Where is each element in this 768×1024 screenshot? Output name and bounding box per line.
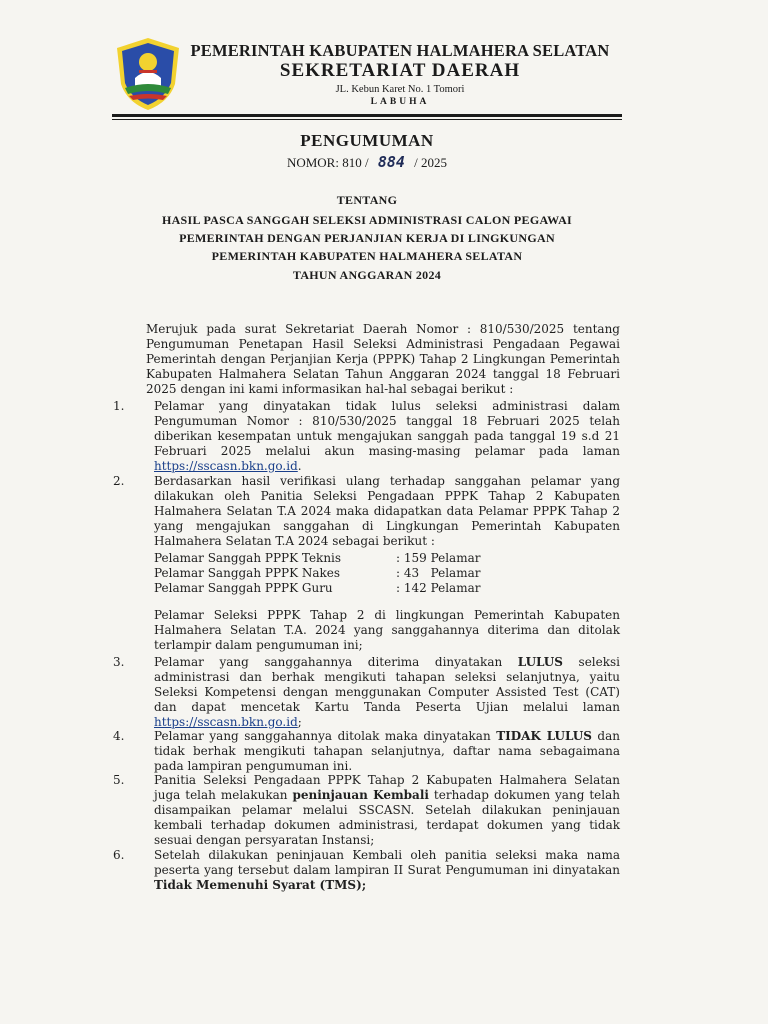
item-number: 2. <box>113 474 125 488</box>
item-number: 4. <box>113 729 125 743</box>
subject-line-3: PEMERINTAH KABUPATEN HALMAHERA SELATAN <box>211 249 523 263</box>
letterhead-address: JL. Kebun Karet No. 1 Tomori <box>335 84 465 95</box>
list-item-4 <box>154 729 620 774</box>
stat-label: Pelamar Sanggah PPPK Nakes <box>154 566 341 580</box>
list-item-1 <box>154 399 620 474</box>
item-number: 3. <box>113 655 125 669</box>
peninjauan-kembali: peninjauan Kembali <box>292 788 429 802</box>
stat-value: : 43 Pelamar <box>396 566 481 580</box>
letterhead-government-name: PEMERINTAH KABUPATEN HALMAHERA SELATAN <box>190 41 610 60</box>
intro-paragraph: Merujuk pada surat Sekretariat Daerah Nomor : 810/530/2025 tentang Pengumuman Penetapan Hasil Seleksi Administrasi Pengadaan Pegawai Pemerintah dengan Perjanjian Kerja (PPPK) Tahap 2 Lingkungan Pemerintah Kabupaten Halmahera Selatan Tahun Anggaran 2024 tanggal 18 Februari 2025 dengan ini kami informasikan hal-hal sebagai berikut : <box>146 322 620 396</box>
list-item-3 <box>154 655 620 730</box>
stat-value: : 159 Pelamar <box>396 551 481 565</box>
regency-coat-of-arms-icon <box>113 36 183 112</box>
list-item-6 <box>154 848 620 893</box>
item-text: dan tidak berhak mengikuti tahapan selanjutnya, daftar nama sebagaimana pada lampiran pengumuman ini. <box>154 729 620 773</box>
letterhead-divider-thick <box>112 114 622 117</box>
stat-label: Pelamar Sanggah PPPK Guru <box>154 581 333 595</box>
letterhead-divider-thin <box>112 119 622 120</box>
status-tms: Tidak Memenuhi Syarat (TMS); <box>154 878 367 892</box>
subject-line-2: PEMERINTAH DENGAN PERJANJIAN KERJA DI LINGKUNGAN <box>179 231 555 245</box>
announcement-number <box>112 153 622 171</box>
letterhead-city: LABUHA <box>370 97 430 107</box>
item-text: terhadap dokumen yang telah disampaikan pelamar melalui SSCASN. Setelah dilakukan peninjauan kembali terhadap dokumen administrasi, terdapat dokumen yang tidak sesuai dengan persyaratan Instansi; <box>154 788 620 847</box>
tentang-heading: TENTANG <box>336 193 398 207</box>
status-tidak-lulus: TIDAK LULUS <box>496 729 592 743</box>
item-text: Panitia Seleksi Pengadaan PPPK Tahap 2 Kabupaten Halmahera Selatan juga telah melakukan <box>154 773 620 802</box>
number-suffix: / 2025 <box>414 155 448 170</box>
sscasn-link[interactable]: https://sscasn.bkn.go.id <box>154 459 298 473</box>
status-lulus: LULUS <box>517 655 563 669</box>
handwritten-number: 884 <box>377 153 405 171</box>
list-item-5 <box>154 773 620 848</box>
stat-label: Pelamar Sanggah PPPK Teknis <box>154 551 342 565</box>
item-punctuation: . <box>297 459 302 473</box>
list-item-2: Berdasarkan hasil verifikasi ulang terhadap sanggahan pelamar yang dilakukan oleh Panitia Seleksi Pengadaan PPPK Tahap 2 Kabupaten Halmahera Selatan T.A 2024 maka didapatkan data Pelamar PPPK Tahap 2 yang mengajukan sanggahan di Lingkungan Pemerintah Kabupaten Halmahera Selatan T.A 2024 sebagai berikut : <box>154 474 620 548</box>
item-punctuation: ; <box>297 715 302 729</box>
subject-line-4: TAHUN ANGGARAN 2024 <box>292 268 442 282</box>
item-2-continuation: Pelamar Seleksi PPPK Tahap 2 di lingkungan Pemerintah Kabupaten Halmahera Selatan T.A. 2024 yang sanggahannya diterima dan ditolak terlampir dalam pengumuman ini; <box>154 608 620 652</box>
item-text: Pelamar yang dinyatakan tidak lulus seleksi administrasi dalam Pengumuman Nomor : 810/530/2025 tanggal 18 Februari 2025 telah diberikan kesempatan untuk mengajukan sanggah pada tanggal 19 s.d 21 Februari 2025 melalui akun masing-masing pelamar pada laman <box>154 399 620 458</box>
item-text: seleksi administrasi dan berhak mengikuti tahapan seleksi selanjutnya, yaitu Seleksi Kompetensi dengan menggunakan Computer Assisted Test (CAT) dan dapat mencetak Kartu Tanda Peserta Ujian melalui laman <box>154 655 620 714</box>
letterhead-office-name: SEKRETARIAT DAERAH <box>279 60 521 81</box>
item-number: 6. <box>113 848 125 862</box>
item-text: Setelah dilakukan peninjauan Kembali oleh panitia seleksi maka nama peserta yang tersebut dalam lampiran II Surat Pengumuman ini dinyatakan <box>154 848 620 877</box>
item-number: 5. <box>113 773 125 787</box>
item-number: 1. <box>113 399 125 413</box>
number-prefix: NOMOR: 810 / <box>286 155 369 170</box>
item-text: Pelamar yang sanggahannya diterima dinyatakan <box>154 655 503 669</box>
item-text: Pelamar yang sanggahannya ditolak maka dinyatakan <box>154 729 491 743</box>
announcement-title: PENGUMUMAN <box>300 131 434 150</box>
stat-value: : 142 Pelamar <box>396 581 481 595</box>
sscasn-link[interactable]: https://sscasn.bkn.go.id <box>154 715 298 729</box>
subject-line-1: HASIL PASCA SANGGAH SELEKSI ADMINISTRASI CALON PEGAWAI <box>161 213 573 227</box>
